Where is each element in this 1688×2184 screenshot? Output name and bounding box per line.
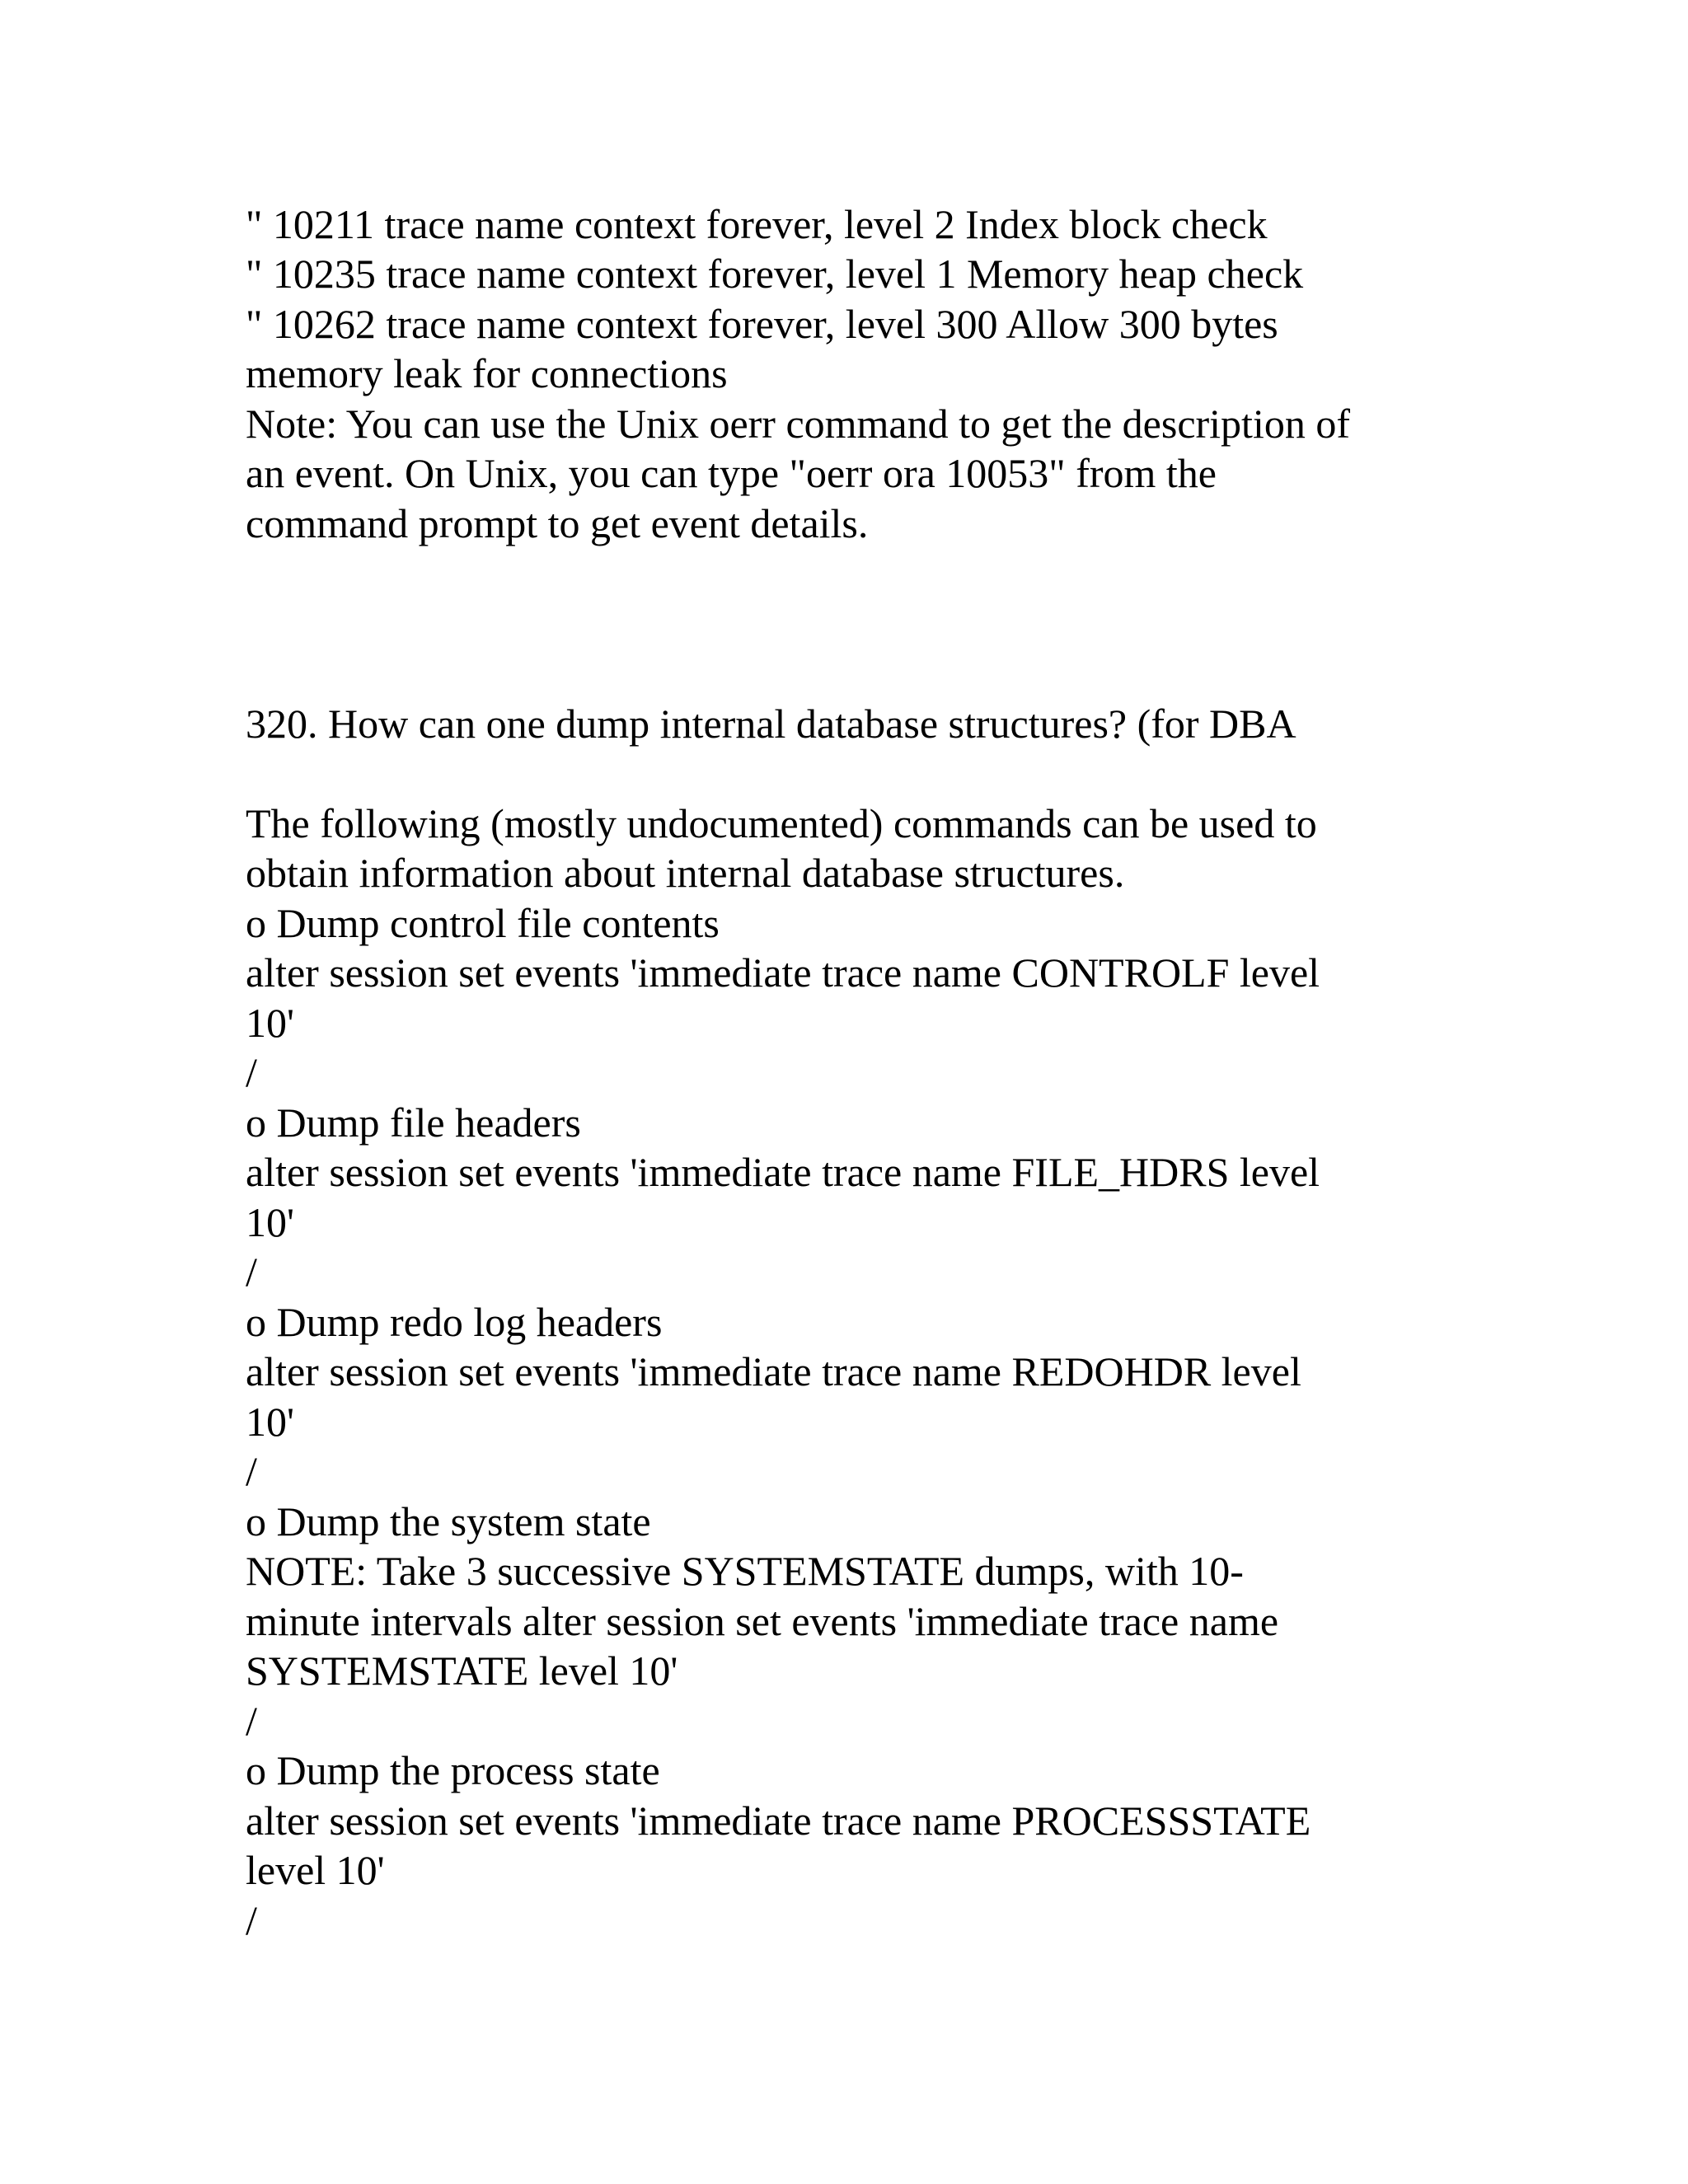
item-controlfile-command: alter session set events 'immediate trace name CONTROLF level — [246, 949, 1320, 996]
item-fileheaders-title: o Dump file headers — [246, 1099, 581, 1146]
item-fileheaders-command: alter session set events 'immediate trace name FILE_HDRS level — [246, 1149, 1320, 1195]
item-systemstate-title: o Dump the system state — [246, 1498, 651, 1544]
item-processstate-title: o Dump the process state — [246, 1747, 660, 1793]
item-fileheaders-command-continued: 10' — [246, 1199, 295, 1245]
item-controlfile-title: o Dump control file contents — [246, 900, 720, 946]
item-redoheaders-command-continued: 10' — [246, 1399, 295, 1445]
event-10262-line-continued: memory leak for connections — [246, 350, 728, 396]
event-10211-line: " 10211 trace name context forever, level 2 Index block check — [246, 201, 1268, 247]
item-controlfile-slash: / — [246, 1049, 257, 1095]
intro-line-1: The following (mostly undocumented) commands can be used to — [246, 800, 1317, 846]
item-fileheaders-slash: / — [246, 1249, 257, 1295]
item-processstate-command-continued: level 10' — [246, 1847, 385, 1893]
item-processstate-command: alter session set events 'immediate trace name PROCESSSTATE — [246, 1797, 1311, 1844]
item-systemstate-note-1: NOTE: Take 3 successive SYSTEMSTATE dumps, with 10- — [246, 1548, 1244, 1594]
item-redoheaders-title: o Dump redo log headers — [246, 1299, 663, 1345]
item-systemstate-slash: / — [246, 1698, 257, 1744]
item-systemstate-command: SYSTEMSTATE level 10' — [246, 1647, 678, 1694]
intro-line-2: obtain information about internal database structures. — [246, 850, 1125, 896]
event-10262-line: " 10262 trace name context forever, level 300 Allow 300 bytes — [246, 301, 1278, 347]
item-redoheaders-slash: / — [246, 1448, 257, 1494]
note-line-3: command prompt to get event details. — [246, 500, 869, 546]
item-redoheaders-command: alter session set events 'immediate trace name REDOHDR level — [246, 1348, 1301, 1394]
question-heading: 320. How can one dump internal database structures? (for DBA — [246, 701, 1296, 747]
item-systemstate-note-2: minute intervals alter session set events 'immediate trace name — [246, 1598, 1279, 1644]
item-processstate-slash: / — [246, 1897, 257, 1943]
event-10235-line: " 10235 trace name context forever, level 1 Memory heap check — [246, 251, 1304, 297]
note-line-2: an event. On Unix, you can type "oerr ora 10053" from the — [246, 450, 1217, 496]
note-line-1: Note: You can use the Unix oerr command to get the description of — [246, 401, 1350, 447]
item-controlfile-command-continued: 10' — [246, 1000, 295, 1046]
